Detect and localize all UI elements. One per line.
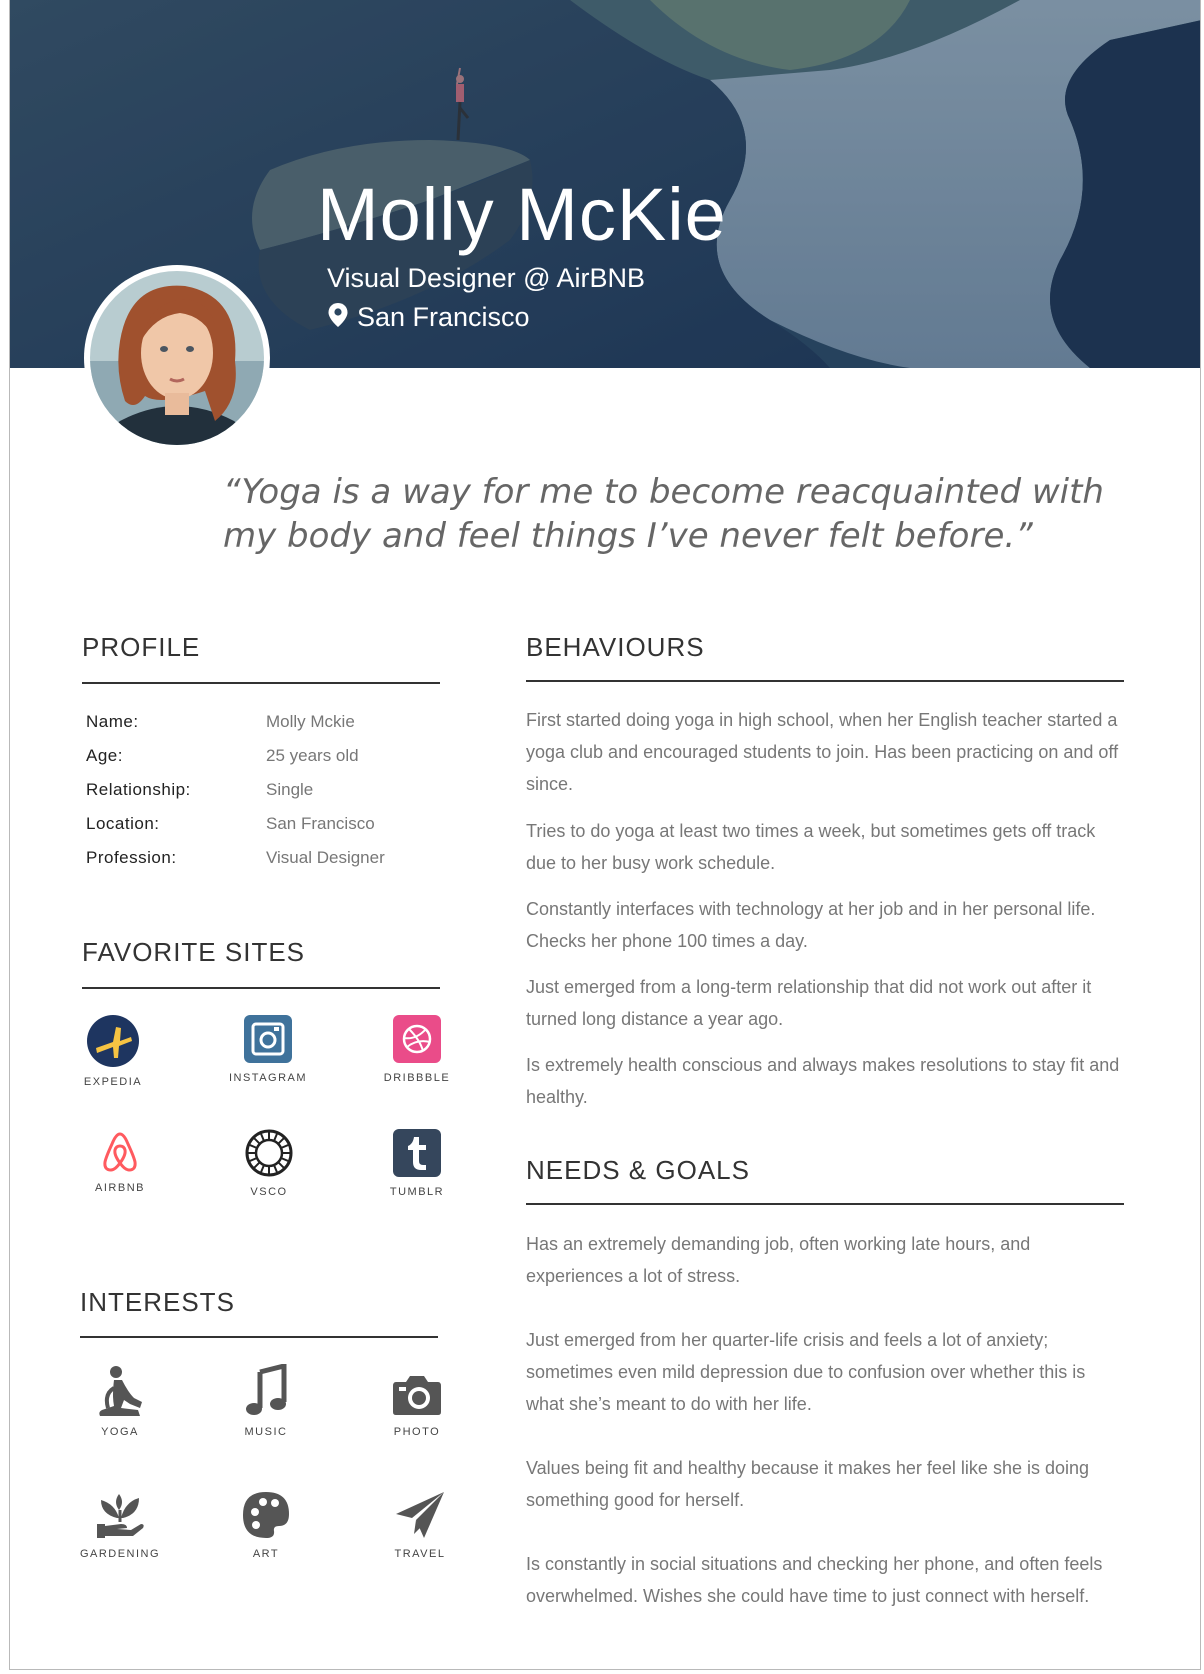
persona-name: Molly McKie xyxy=(317,173,727,256)
profile-divider xyxy=(82,682,440,684)
yoga-icon xyxy=(94,1364,146,1418)
interest-label-art: ART xyxy=(252,1548,280,1560)
music-icon xyxy=(244,1364,288,1418)
vsco-icon xyxy=(244,1128,294,1178)
behaviour-paragraph-2: Tries to do yoga at least two times a week, but sometimes gets off track due to her busy work schedule. xyxy=(526,821,1096,873)
persona-page xyxy=(9,0,1201,1670)
profile-label-name: Name: xyxy=(86,712,139,731)
behaviour-paragraph-3: Constantly interfaces with technology at her job and in her personal life. Checks her phone 100 times a day. xyxy=(526,899,1096,951)
profile-label-relationship: Relationship: xyxy=(86,780,191,799)
interest-yoga xyxy=(60,1364,180,1438)
interest-photo xyxy=(357,1372,477,1438)
interest-label-travel: TRAVEL xyxy=(394,1548,446,1560)
site-instagram[interactable] xyxy=(208,1014,328,1084)
site-expedia[interactable] xyxy=(53,1014,173,1088)
tumblr-icon xyxy=(392,1128,442,1178)
profile-heading: PROFILE xyxy=(82,632,201,662)
needs-goals-divider xyxy=(526,1203,1124,1205)
interest-art xyxy=(206,1490,326,1560)
profile-value-age: 25 years old xyxy=(266,746,359,765)
instagram-icon xyxy=(243,1014,293,1064)
site-label-airbnb: AIRBNB xyxy=(95,1182,145,1194)
palette-icon xyxy=(241,1490,291,1540)
behaviour-paragraph-4: Just emerged from a long-term relationship that did not work out after it turned long distance a year ago. xyxy=(526,977,1092,1029)
camera-icon xyxy=(392,1372,442,1418)
needs-goals-heading: NEEDS & GOALS xyxy=(526,1155,750,1185)
site-label-vsco: VSCO xyxy=(250,1186,288,1198)
avatar-photo xyxy=(90,271,264,445)
interest-music xyxy=(206,1364,326,1438)
needs-paragraph-2: Just emerged from her quarter-life crisis and feels a lot of anxiety; sometimes even mild depression due to confusion over whether this is what she’s meant to do with her life. xyxy=(526,1330,1086,1414)
site-tumblr[interactable] xyxy=(357,1128,477,1198)
persona-role: Visual Designer @ AirBNB xyxy=(327,263,646,293)
interest-label-gardening: GARDENING xyxy=(79,1548,161,1560)
profile-value-name: Molly Mckie xyxy=(266,712,355,731)
avatar xyxy=(84,265,270,451)
dribbble-icon xyxy=(392,1014,442,1064)
expedia-icon xyxy=(86,1014,140,1068)
persona-location xyxy=(327,302,530,333)
needs-paragraph-1: Has an extremely demanding job, often working late hours, and experiences a lot of stress. xyxy=(526,1234,1031,1286)
interests-heading: INTERESTS xyxy=(80,1287,235,1317)
needs-paragraph-4: Is constantly in social situations and checking her phone, and often feels overwhelmed. Wishes she could have time to just connect with herself. xyxy=(526,1554,1103,1606)
behaviours-divider xyxy=(526,680,1124,682)
site-dribbble[interactable] xyxy=(357,1014,477,1084)
favorite-sites-heading: FAVORITE SITES xyxy=(82,937,306,967)
behaviours-heading: BEHAVIOURS xyxy=(526,632,705,662)
site-label-tumblr: TUMBLR xyxy=(389,1186,445,1198)
profile-value-relationship: Single xyxy=(266,780,314,799)
profile-label-age: Age: xyxy=(86,746,123,765)
interest-label-music: MUSIC xyxy=(244,1426,288,1438)
site-label-expedia: EXPEDIA xyxy=(83,1076,143,1088)
gardening-icon xyxy=(95,1490,145,1540)
interest-label-photo: PHOTO xyxy=(393,1426,441,1438)
interests-divider xyxy=(80,1336,438,1338)
behaviour-paragraph-5: Is extremely health conscious and always makes resolutions to stay fit and healthy. xyxy=(526,1055,1120,1107)
interest-label-yoga: YOGA xyxy=(101,1426,139,1438)
persona-quote: “Yoga is a way for me to become reacquainted with my body and feel things I’ve never felt before.” xyxy=(223,472,1104,556)
profile-label-profession: Profession: xyxy=(86,848,177,867)
persona-location-text: San Francisco xyxy=(357,302,530,332)
interest-travel xyxy=(360,1490,480,1560)
site-label-instagram: INSTAGRAM xyxy=(228,1072,308,1084)
location-pin-icon xyxy=(327,303,349,329)
behaviour-paragraph-1: First started doing yoga in high school, when her English teacher started a yoga club and encouraged students to join. Has been practicing on and off since. xyxy=(526,710,1119,794)
airbnb-icon xyxy=(98,1130,142,1174)
needs-paragraph-3: Values being fit and healthy because it makes her feel like she is doing something good for herself. xyxy=(526,1458,1090,1510)
profile-value-profession: Visual Designer xyxy=(266,848,385,867)
site-label-dribbble: DRIBBBLE xyxy=(383,1072,451,1084)
site-vsco[interactable] xyxy=(209,1128,329,1198)
profile-value-location: San Francisco xyxy=(266,814,375,833)
interest-gardening xyxy=(60,1490,180,1560)
paper-plane-icon xyxy=(394,1490,446,1540)
site-airbnb[interactable] xyxy=(60,1130,180,1194)
favorite-sites-divider xyxy=(82,987,440,989)
profile-label-location: Location: xyxy=(86,814,160,833)
